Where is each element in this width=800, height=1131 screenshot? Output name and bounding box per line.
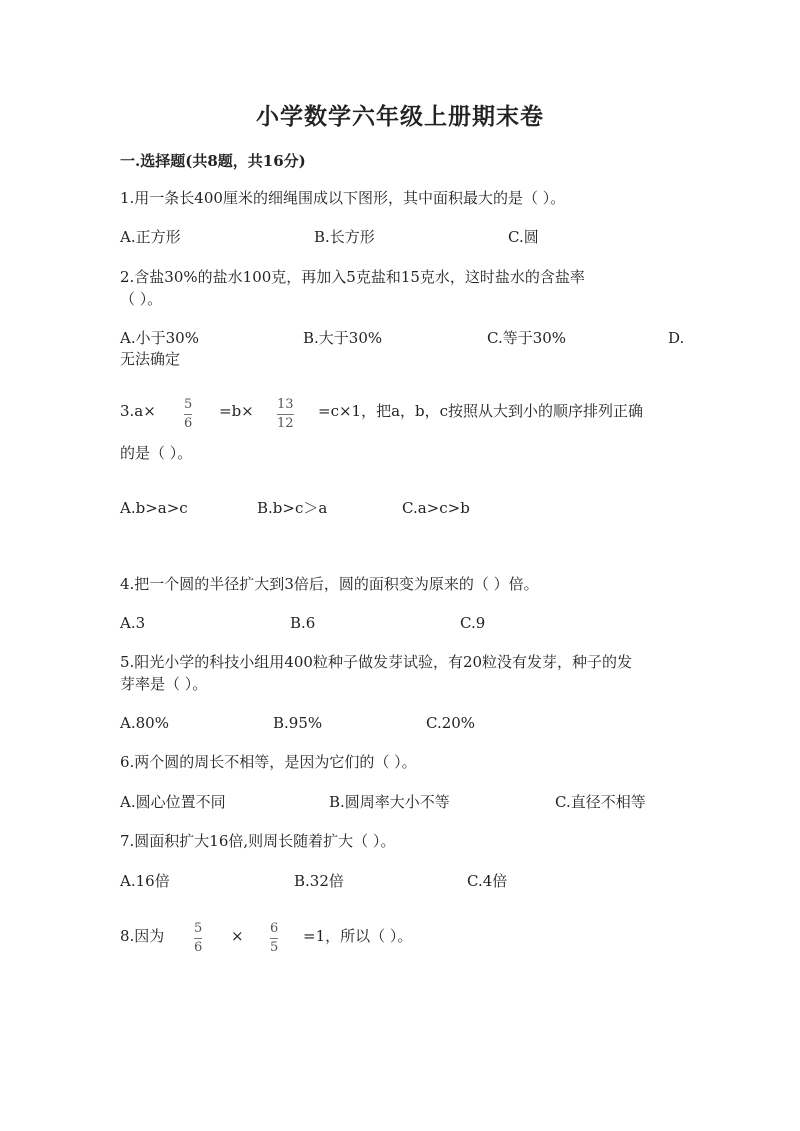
question-1-stem: 1.用一条长400厘米的细绳围成以下图形，其中面积最大的是（ ）。	[120, 189, 566, 207]
page-title: 小学数学六年级上册期末卷	[256, 103, 544, 130]
question-2-option-d-text: 无法确定	[120, 350, 181, 368]
question-2-option-b: B.大于30%	[303, 329, 383, 347]
question-8-stem-part-a: 8.因为	[120, 927, 165, 945]
question-5-stem-line1: 5.阳光小学的科技小组用400粒种子做发芽试验，有20粒没有发芽，种子的发	[120, 653, 633, 671]
fraction-numerator: 5	[194, 921, 203, 936]
question-3-stem-line2: 的是（ ）。	[120, 444, 193, 462]
question-8-fraction-1	[194, 921, 202, 955]
question-6-option-b: B.圆周率大小不等	[329, 793, 450, 811]
question-6-stem: 6.两个圆的周长不相等，是因为它们的（ ）。	[120, 753, 417, 771]
question-3-stem-part-b: =b×	[219, 402, 254, 420]
fraction-denominator: 6	[184, 416, 193, 431]
question-3-fraction-1	[184, 397, 192, 431]
question-1-option-c: C.圆	[508, 228, 539, 246]
question-7-option-c: C.4倍	[467, 872, 508, 890]
fraction-numerator: 13	[277, 397, 294, 412]
question-2-stem-line1: 2.含盐30%的盐水100克，再加入5克盐和15克水，这时盐水的含盐率	[120, 268, 585, 286]
question-2-option-d: D.	[668, 329, 685, 347]
question-3-option-b: B.b>c＞a	[257, 499, 328, 517]
question-8-stem-part-b: =1，所以（ ）。	[303, 927, 413, 945]
fraction-denominator: 12	[277, 416, 294, 431]
question-3-option-c: C.a>c>b	[402, 499, 470, 517]
question-6-option-a: A.圆心位置不同	[120, 793, 226, 811]
question-1-option-b: B.长方形	[314, 228, 375, 246]
question-7-option-a: A.16倍	[120, 872, 170, 890]
fraction-bar	[184, 414, 192, 415]
fraction-numerator: 5	[184, 397, 193, 412]
question-3-stem-part-c: =c×1，把a，b，c按照从大到小的顺序排列正确	[318, 402, 644, 420]
question-3-stem-part-a: 3.a×	[120, 402, 156, 420]
fraction-denominator: 5	[270, 940, 279, 955]
fraction-bar	[277, 414, 294, 415]
section-heading: 一.选择题(共8题，共16分)	[120, 152, 306, 170]
question-4-option-b: B.6	[290, 614, 316, 632]
question-5-stem-line2: 芽率是（ ）。	[120, 675, 208, 693]
question-5-option-c: C.20%	[426, 714, 476, 732]
question-8-fraction-2	[270, 921, 278, 955]
question-4-option-c: C.9	[460, 614, 486, 632]
question-2-stem-line2: （ ）。	[120, 290, 163, 308]
question-2-option-a: A.小于30%	[120, 329, 199, 347]
fraction-numerator: 6	[270, 921, 279, 936]
fraction-bar	[194, 938, 202, 939]
fraction-denominator: 6	[194, 940, 203, 955]
question-3-fraction-2	[277, 397, 294, 431]
question-6-option-c: C.直径不相等	[555, 793, 646, 811]
question-2-option-c: C.等于30%	[487, 329, 567, 347]
question-3-option-a: A.b>a>c	[120, 499, 188, 517]
question-5-option-a: A.80%	[120, 714, 169, 732]
question-4-stem: 4.把一个圆的半径扩大到3倍后，圆的面积变为原来的（ ）倍。	[120, 575, 539, 593]
question-5-option-b: B.95%	[273, 714, 323, 732]
question-7-stem: 7.圆面积扩大16倍,则周长随着扩大（ ）。	[120, 832, 396, 850]
fraction-bar	[270, 938, 278, 939]
question-4-option-a: A.3	[120, 614, 146, 632]
question-1-option-a: A.正方形	[120, 228, 181, 246]
question-8-times: ×	[231, 927, 244, 945]
question-7-option-b: B.32倍	[294, 872, 344, 890]
